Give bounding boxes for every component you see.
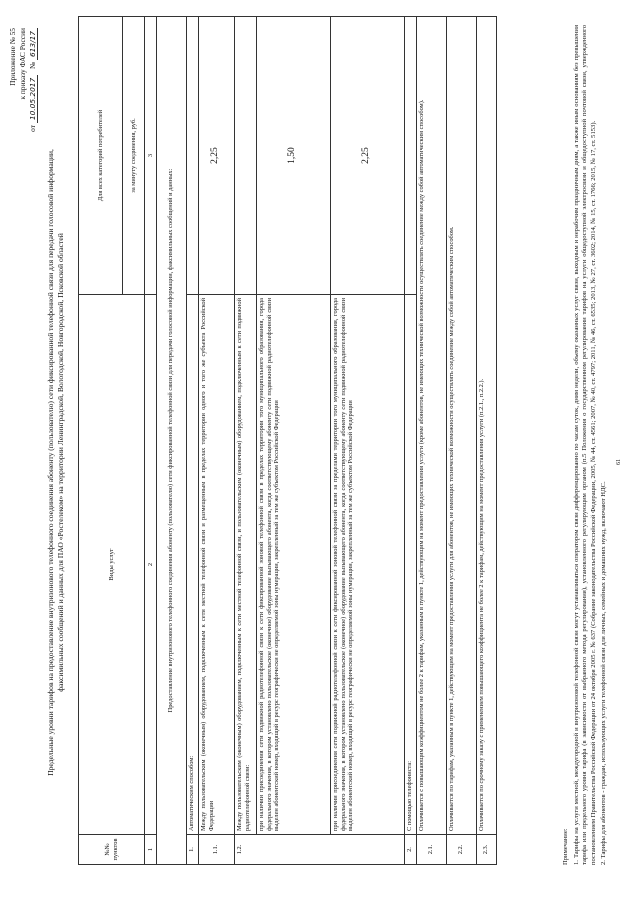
row-value: 1,50: [256, 17, 330, 295]
tariff-table: [78, 16, 497, 865]
row-text: Между пользовательским (оконечным) оборудованием, подключенным к сети местной телефонной связи, и пользовательским (оконечным) оборудованием, подключенным к сети подвижной радиотелефонной связи:: [234, 295, 256, 835]
row-text: Оплачивается с повышающим коэффициентом не более 2 к тарифам, указанным в пункте 1, действующим на момент предоставления услуги (кроме абонентов, не имеющих технической возможности осуществлять соединение между собой автоматическим способом).: [416, 17, 446, 835]
row-text: Оплачивается по тарифам, указанным в пункте 1, действующим на момент предоставления услуги для абонентов, не имеющих технической возможности осуществлять соединение между собой автоматическим способом.: [446, 17, 476, 835]
row-value: [404, 17, 416, 295]
row-text: Автоматическим способом:: [186, 295, 198, 835]
page-number: 61: [616, 459, 622, 465]
handwritten-number: 613/17: [28, 28, 38, 60]
section-row: Предоставление внутризонового телефонного соединения абоненту (пользователю) сети фиксированной телефонной связи для передачи голосовой информации, факсимильных сообщений и данных:: [156, 17, 186, 865]
header-tariff-unit: за минуту соединения, руб.: [123, 17, 145, 295]
row-value: [234, 17, 256, 295]
row-num: 2.3.: [476, 835, 496, 865]
colnum-3: 3: [145, 17, 157, 295]
row-num: 1.1.: [198, 835, 234, 865]
colnum-2: 2: [145, 295, 157, 835]
appendix-number: Приложение № 55: [8, 28, 17, 86]
document-title: Предельные уровни тарифов на предоставление внутризонового телефонного соединения абоненту (пользователю) сети фиксированной телефонной связи для передачи голосовой информации, факсимильных сообщений и данных для ПАО «Ростелеком» на территории Ленинградской, Вологодской, Новгородской, Псковской областей: [46, 149, 65, 776]
row-num: 2.: [404, 835, 416, 865]
row-text: при наличии присоединения сети подвижной радиотелефонной связи к сети фиксированной зоновой телефонной связи в пределах территории того муниципального образования, города федерального значения, в котором установлено пользовательское (оконечное) оборудование вызывающего абонента, когда соответствующему абоненту сети подвижной радиотелефонной связи выделен абонентский номер, входящий в ресурс географически не определяемой зоны нумерации, закрепленный за тем же субъектом Российской Федерации: [256, 295, 330, 835]
handwritten-date: 10.05.2017: [28, 75, 38, 123]
note-item: 2. Тарифы для абонентов - граждан, использующих услуги телефонной связи для личных, семейных и домашних нужд, включают НДС.: [600, 481, 608, 865]
row-text: Оплачивается по срочному заказу с применением повышающего коэффициента не более 2 к тарифам, действующим на момент предоставления услуги (п.2.1., п.2.2.).: [476, 17, 496, 835]
row-num: 2.1.: [416, 835, 446, 865]
row-num: 1.: [186, 835, 198, 865]
row-num: 2.2.: [446, 835, 476, 865]
notes-block: [562, 25, 611, 865]
row-text: при наличии присоединения сети подвижной радиотелефонной связи к сети фиксированной зоновой телефонной связи за пределами территории того муниципального образования, города федерального значения, в котором установлено пользовательское (оконечное) оборудование вызывающего абонента, когда соответствующему абоненту сети подвижной радиотелефонной связи выделен абонентский номер, входящий в ресурс географически не определяемой зоны нумерации, закрепленный за тем же субъектом Российской Федерации: [330, 295, 404, 835]
row-value: 2,25: [330, 17, 404, 295]
appendix-date-line: от 10.05.2017 № 613/17: [28, 28, 38, 132]
colnum-1: 1: [145, 835, 157, 865]
row-text: С помощью телефониста:: [404, 295, 416, 835]
notes-heading: Примечание:: [562, 828, 569, 865]
header-service: Виды услуг: [79, 295, 145, 835]
appendix-block: [8, 28, 38, 132]
header-num: №№ пунктов: [79, 835, 145, 865]
row-text: Между пользовательским (оконечным) оборудованием, подключенным к сети местной телефонной связи и размещенным в пределах территории одного и того же субъекта Российской Федерации: [198, 295, 234, 835]
appendix-order: к приказу ФАС России: [17, 28, 27, 100]
row-value: 2,25: [198, 17, 234, 295]
header-tariff-top: Для всех категорий потребителей: [79, 17, 123, 295]
row-num: 1.2.: [234, 835, 404, 865]
note-item: 1. Тарифы на услуги местной, междугородной и внутризоновой телефонной связи могут устанавливаться оператором связи дифференцированно по часам суток, дням недели, объему оказанных услуг связи, выходным и нерабочим праздничным дням, а также иным основаниям без превышения тарифа или предельного уровня тарифа (в зависимости от выбранного метода регулирования), установленного регулирующим органом (п.5 Положения о государственном регулировании тарифов на услуги общедоступной электросвязи и общедоступной почтовой связи, утвержденного постановлением Правительства Российской Федерации от 24 октября 2005 г. № 637 (Собрание законодательства Российской Федерации, 2005, № 44, ст. 4561; 2007, № 40, ст. 4797; 2011, № 46, ст. 6535; 2013, № 27, ст. 3602; 2014, № 15, ст. 1766; 2015, № 17, ст. 5153).: [572, 25, 597, 865]
row-value: [186, 17, 198, 295]
